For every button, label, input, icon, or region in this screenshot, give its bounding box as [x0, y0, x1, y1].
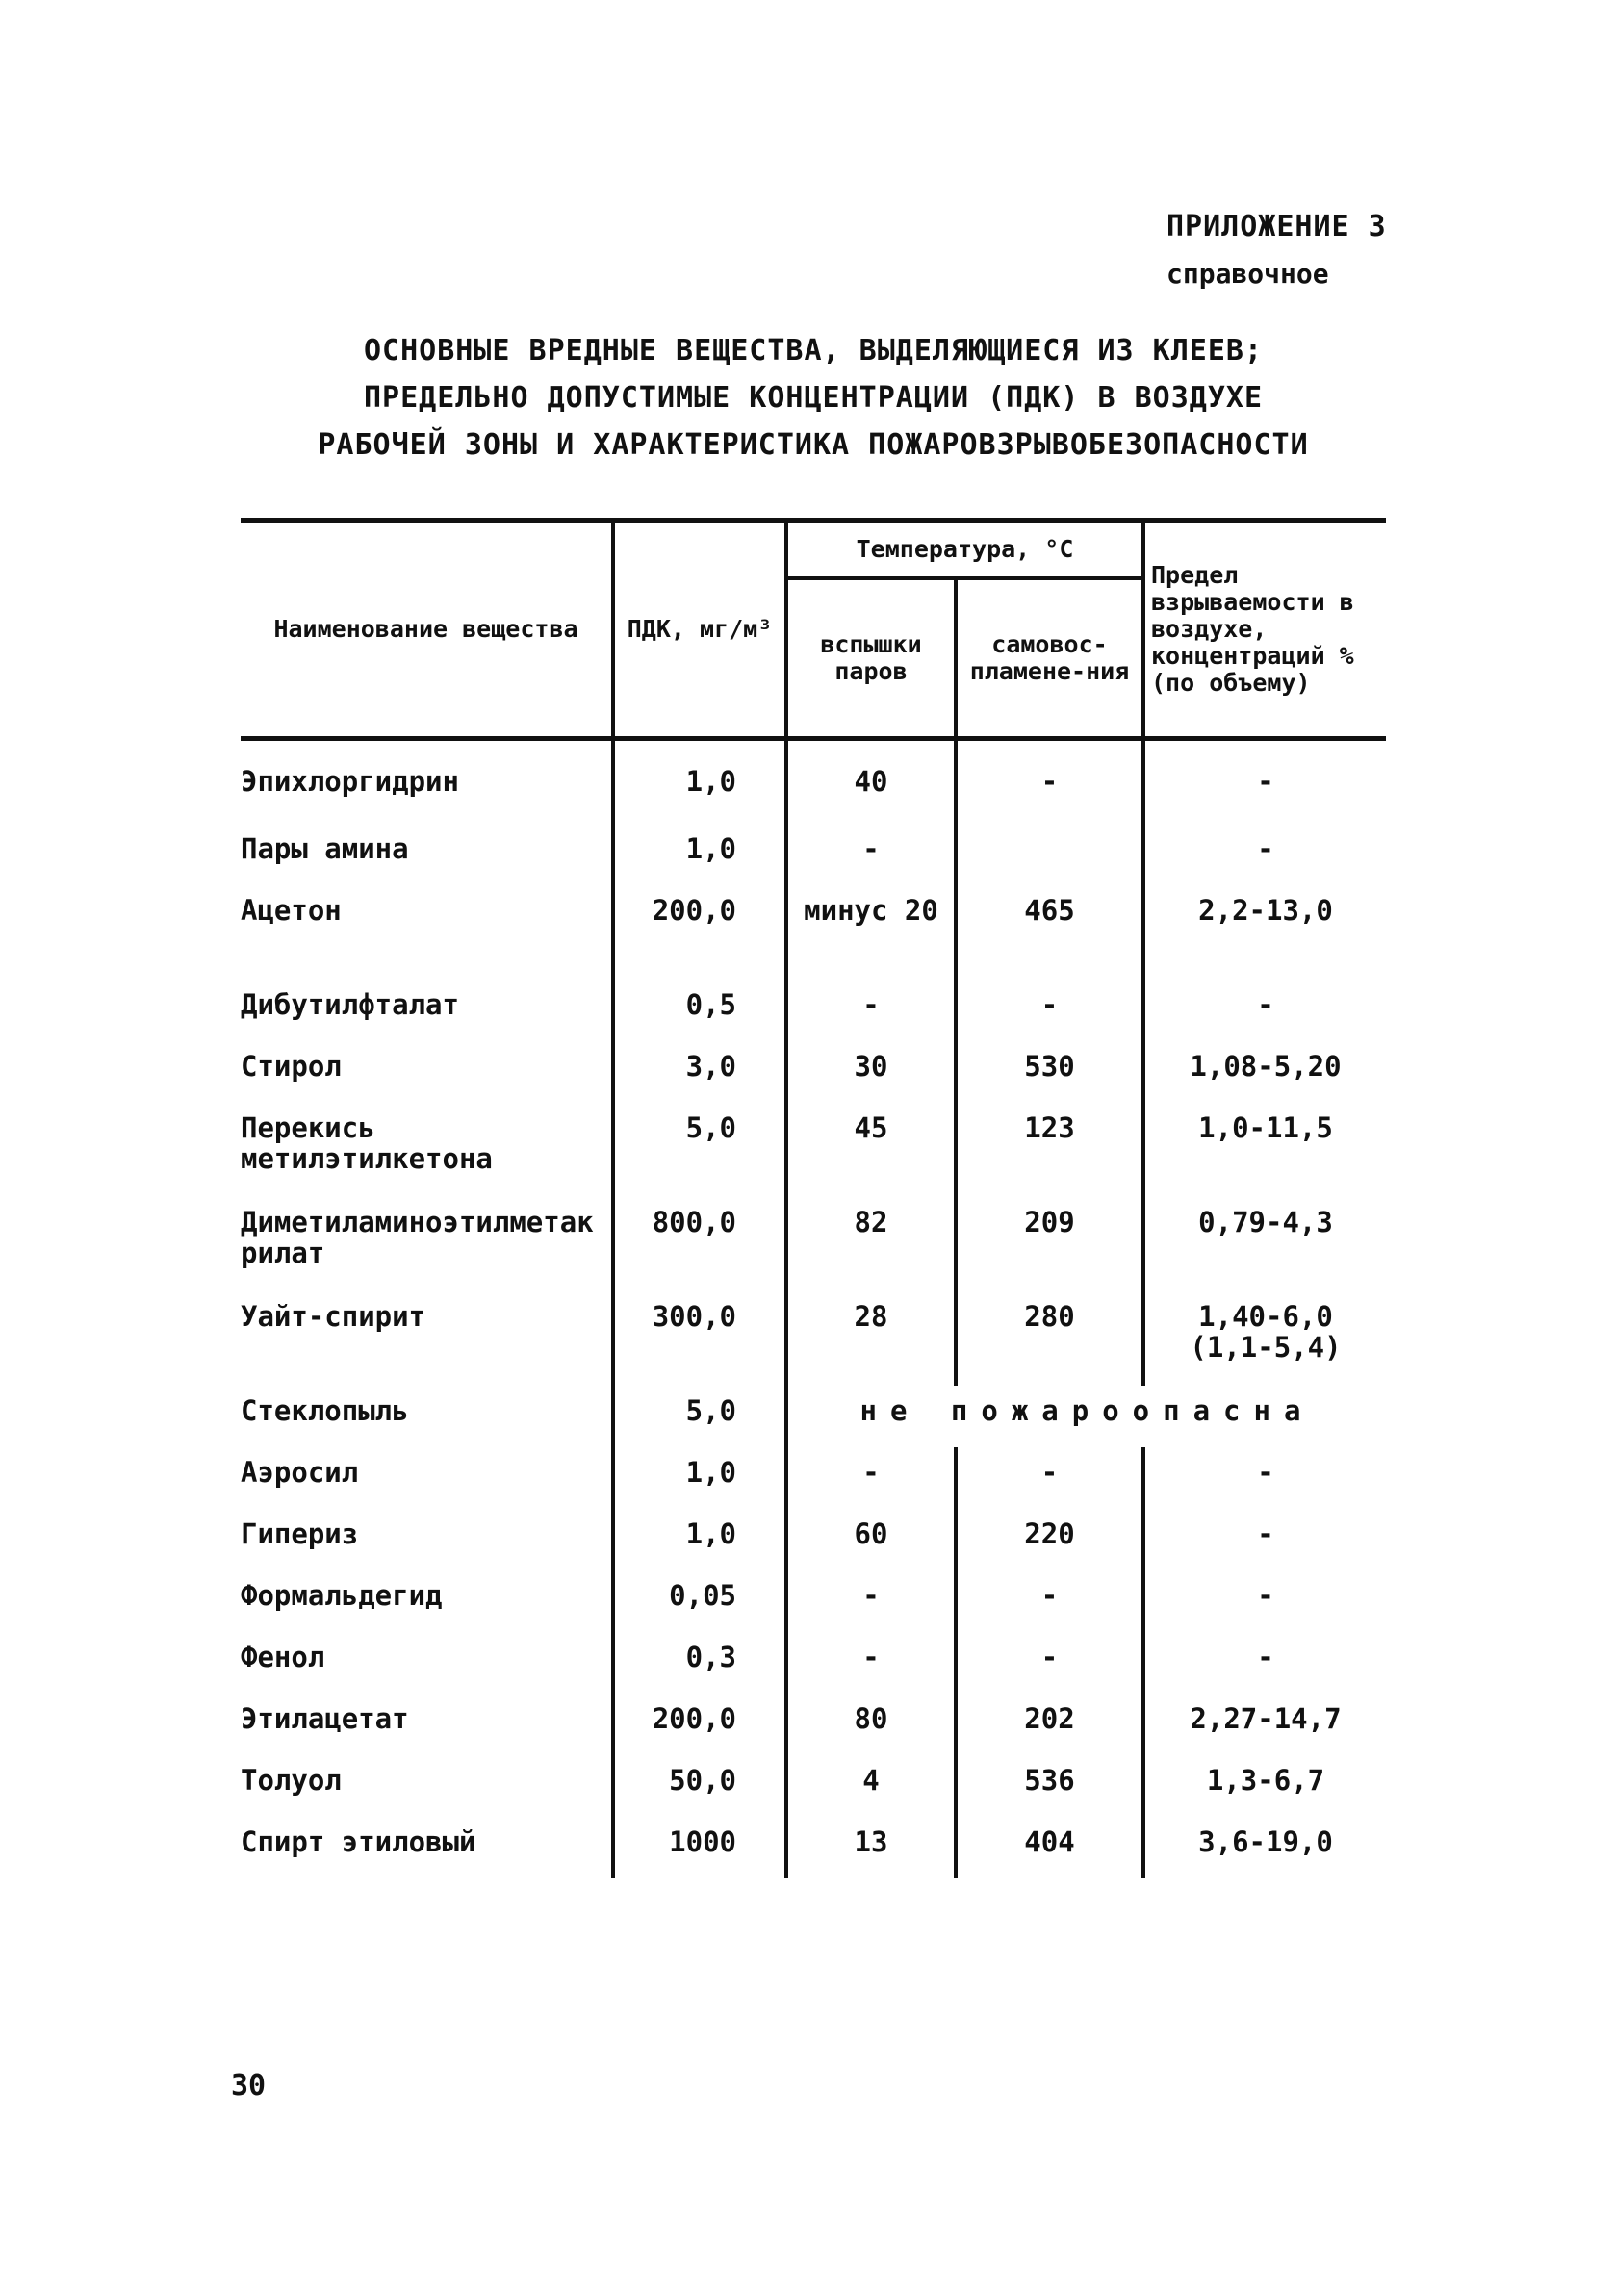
- header-autoignition: самовос-пламене-ния: [956, 578, 1143, 739]
- cell-name: Этилацетат: [241, 1702, 409, 1735]
- header-temperature: Температура, °С: [786, 521, 1143, 579]
- document-title: [241, 327, 1386, 469]
- cell-auto: 536: [956, 1755, 1143, 1817]
- cell-name: Аэросил: [241, 1456, 359, 1489]
- cell-pdk: 0,3: [613, 1632, 786, 1694]
- cell-pdk: 300,0: [613, 1291, 786, 1386]
- table-row: [241, 1755, 1386, 1817]
- cell-flash: 4: [786, 1755, 956, 1817]
- cell-lim: 0,79-4,3: [1143, 1197, 1386, 1291]
- cell-flash: -: [786, 1570, 956, 1632]
- cell-flash: 40: [786, 739, 956, 825]
- cell-pdk: 1,0: [613, 1509, 786, 1570]
- cell-auto: -: [956, 1447, 1143, 1509]
- cell-lim: 2,27-14,7: [1143, 1694, 1386, 1755]
- cell-flash: -: [786, 1632, 956, 1694]
- cell-name: Стеклопыль: [241, 1394, 409, 1427]
- cell-name: Стирол: [241, 1050, 342, 1083]
- cell-name: Перекись метилэтилкетона: [241, 1111, 493, 1175]
- table-row: [241, 1291, 1386, 1386]
- cell-auto: 220: [956, 1509, 1143, 1570]
- table-row: [241, 1103, 1386, 1197]
- cell-name: Толуол: [241, 1764, 342, 1797]
- cell-lim: 1,3-6,7: [1143, 1755, 1386, 1817]
- cell-note: не пожароопасна: [786, 1386, 1386, 1447]
- cell-auto: -: [956, 739, 1143, 825]
- cell-flash: 45: [786, 1103, 956, 1197]
- cell-auto: 209: [956, 1197, 1143, 1291]
- title-line: РАБОЧЕЙ ЗОНЫ И ХАРАКТЕРИСТИКА ПОЖАРОВЗРЫВОБЕЗОПАСНОСТИ: [318, 428, 1309, 462]
- title-line: ПРЕДЕЛЬНО ДОПУСТИМЫЕ КОНЦЕНТРАЦИИ (ПДК) В ВОЗДУХЕ: [363, 381, 1263, 415]
- cell-lim: -: [1143, 1509, 1386, 1570]
- table-row: [241, 1447, 1386, 1509]
- table-row: [241, 1509, 1386, 1570]
- table-row: [241, 1817, 1386, 1878]
- cell-pdk: 1,0: [613, 824, 786, 885]
- cell-flash: -: [786, 980, 956, 1041]
- cell-lim: -: [1143, 980, 1386, 1041]
- cell-pdk: 200,0: [613, 885, 786, 980]
- table-row: [241, 1041, 1386, 1103]
- cell-name: Гипериз: [241, 1518, 359, 1550]
- cell-name: Эпихлоргидрин: [241, 765, 459, 798]
- cell-name: Формальдегид: [241, 1579, 443, 1612]
- cell-name: Диметиламиноэтилметакрилат: [241, 1206, 594, 1269]
- table-row: [241, 1386, 1386, 1447]
- cell-flash: минус 20: [786, 885, 956, 980]
- cell-auto: 280: [956, 1291, 1143, 1386]
- cell-name: Пары амина: [241, 832, 409, 865]
- appendix-type: справочное: [1166, 258, 1329, 290]
- cell-lim: 2,2-13,0: [1143, 885, 1386, 980]
- substances-table: [241, 518, 1386, 1878]
- page-number: 30: [231, 2069, 267, 2103]
- table-row: [241, 824, 1386, 885]
- cell-flash: 13: [786, 1817, 956, 1878]
- cell-auto: -: [956, 1632, 1143, 1694]
- appendix-label: ПРИЛОЖЕНИЕ 3: [1166, 210, 1387, 243]
- cell-auto: 404: [956, 1817, 1143, 1878]
- cell-auto: 123: [956, 1103, 1143, 1197]
- cell-lim: 1,08-5,20: [1143, 1041, 1386, 1103]
- table-row: [241, 739, 1386, 825]
- cell-name: Ацетон: [241, 894, 342, 927]
- cell-flash: 30: [786, 1041, 956, 1103]
- cell-flash: -: [786, 1447, 956, 1509]
- cell-pdk: 0,5: [613, 980, 786, 1041]
- header-limits: Предел взрываемости в воздухе, концентраций % (по объему): [1143, 521, 1386, 739]
- cell-lim: 3,6-19,0: [1143, 1817, 1386, 1878]
- cell-name: Спирт этиловый: [241, 1825, 476, 1858]
- cell-auto: 530: [956, 1041, 1143, 1103]
- cell-flash: 82: [786, 1197, 956, 1291]
- table-row: [241, 1197, 1386, 1291]
- cell-auto: 202: [956, 1694, 1143, 1755]
- cell-pdk: 5,0: [613, 1103, 786, 1197]
- table-row: [241, 980, 1386, 1041]
- cell-auto: -: [956, 980, 1143, 1041]
- cell-lim: -: [1143, 824, 1386, 885]
- cell-name: Уайт-спирит: [241, 1300, 426, 1333]
- cell-name: Фенол: [241, 1641, 325, 1673]
- cell-flash: 60: [786, 1509, 956, 1570]
- cell-lim: 1,40-6,0 (1,1-5,4): [1143, 1291, 1386, 1386]
- cell-lim: -: [1143, 1570, 1386, 1632]
- cell-flash: 28: [786, 1291, 956, 1386]
- cell-pdk: 200,0: [613, 1694, 786, 1755]
- header-pdk: ПДК, мг/м³: [613, 521, 786, 739]
- cell-name: Дибутилфталат: [241, 988, 459, 1021]
- table-row: [241, 885, 1386, 980]
- cell-pdk: 1,0: [613, 739, 786, 825]
- cell-lim: -: [1143, 1447, 1386, 1509]
- table-row: [241, 1570, 1386, 1632]
- cell-pdk: 1000: [613, 1817, 786, 1878]
- cell-pdk: 1,0: [613, 1447, 786, 1509]
- cell-auto: [956, 824, 1143, 885]
- cell-pdk: 5,0: [613, 1386, 786, 1447]
- cell-lim: -: [1143, 1632, 1386, 1694]
- cell-flash: 80: [786, 1694, 956, 1755]
- table-row: [241, 1694, 1386, 1755]
- header-name: Наименование вещества: [241, 521, 613, 739]
- cell-pdk: 3,0: [613, 1041, 786, 1103]
- cell-flash: -: [786, 824, 956, 885]
- cell-pdk: 800,0: [613, 1197, 786, 1291]
- table-row: [241, 1632, 1386, 1694]
- cell-lim: 1,0-11,5: [1143, 1103, 1386, 1197]
- title-line: ОСНОВНЫЕ ВРЕДНЫЕ ВЕЩЕСТВА, ВЫДЕЛЯЮЩИЕСЯ ИЗ КЛЕЕВ;: [363, 334, 1263, 368]
- header-flash: вспышки паров: [786, 578, 956, 739]
- cell-auto: -: [956, 1570, 1143, 1632]
- cell-pdk: 0,05: [613, 1570, 786, 1632]
- cell-pdk: 50,0: [613, 1755, 786, 1817]
- cell-lim: -: [1143, 739, 1386, 825]
- cell-auto: 465: [956, 885, 1143, 980]
